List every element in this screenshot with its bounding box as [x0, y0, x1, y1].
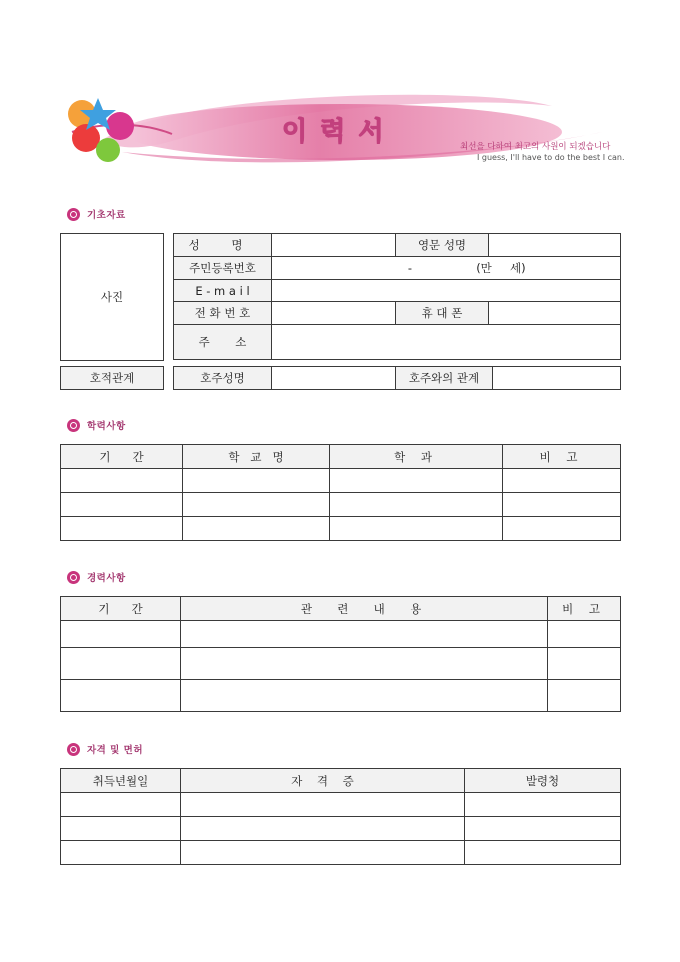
email-field[interactable]	[272, 280, 621, 302]
table-cell[interactable]	[548, 621, 621, 648]
eng-name-field[interactable]	[489, 234, 621, 257]
head-name-label: 호주성명	[174, 367, 272, 390]
resident-dash: -	[407, 261, 412, 275]
table-cell[interactable]	[330, 493, 503, 517]
edu-header-note: 비 고	[503, 445, 621, 469]
table-cell[interactable]	[61, 680, 181, 712]
table-cell[interactable]	[181, 817, 465, 841]
table-cell[interactable]	[503, 469, 621, 493]
table-cell[interactable]	[330, 469, 503, 493]
mobile-label: 휴 대 폰	[396, 302, 489, 325]
career-table	[60, 596, 621, 712]
table-cell[interactable]	[181, 680, 548, 712]
resident-no-field[interactable]	[272, 257, 621, 280]
section-bullet-icon	[67, 743, 80, 756]
head-relation-label: 호주와의 관계	[396, 367, 493, 390]
slogan-korean: 최선을 다하여 최고의 사원이 되겠습니다	[460, 142, 611, 152]
table-cell[interactable]	[61, 517, 183, 541]
table-cell[interactable]	[503, 517, 621, 541]
table-cell[interactable]	[61, 817, 181, 841]
section-career-heading	[67, 570, 126, 584]
table-cell[interactable]	[61, 793, 181, 817]
edu-header-major: 학 과	[330, 445, 503, 469]
phone-label: 전 화 번 호	[174, 302, 272, 325]
table-cell[interactable]	[61, 841, 181, 865]
edu-header-school: 학 교 명	[183, 445, 330, 469]
table-cell[interactable]	[181, 621, 548, 648]
basic-info-table	[173, 233, 621, 360]
career-header-period: 기 간	[61, 597, 181, 621]
table-cell[interactable]	[183, 517, 330, 541]
family-relation-text: 호적관계	[89, 371, 135, 385]
edu-header-period: 기 간	[61, 445, 183, 469]
address-field[interactable]	[272, 325, 621, 360]
name-field[interactable]	[272, 234, 396, 257]
table-cell[interactable]	[61, 493, 183, 517]
section-basic-heading	[67, 207, 126, 221]
table-cell[interactable]	[503, 493, 621, 517]
career-header-note: 비 고	[548, 597, 621, 621]
address-label: 주 소	[174, 325, 272, 360]
table-cell[interactable]	[61, 648, 181, 680]
table-cell[interactable]	[61, 469, 183, 493]
license-header-cert: 자 격 증	[181, 769, 465, 793]
photo-box	[60, 233, 164, 361]
license-header-issuer: 발령청	[465, 769, 621, 793]
section-license-heading	[67, 742, 143, 756]
head-relation-field[interactable]	[493, 367, 621, 390]
mobile-field[interactable]	[489, 302, 621, 325]
section-bullet-icon	[67, 419, 80, 432]
career-header-content: 관 련 내 용	[181, 597, 548, 621]
name-label: 성 명	[174, 234, 272, 257]
table-cell[interactable]	[181, 793, 465, 817]
section-label: 자격 및 면허	[87, 745, 143, 756]
table-cell[interactable]	[548, 680, 621, 712]
table-cell[interactable]	[181, 841, 465, 865]
family-relation-label	[60, 366, 164, 390]
section-education-heading	[67, 418, 126, 432]
license-table	[60, 768, 621, 865]
section-bullet-icon	[67, 571, 80, 584]
section-label: 학력사항	[87, 421, 126, 432]
age-text: (만 세)	[476, 261, 526, 275]
table-cell[interactable]	[61, 621, 181, 648]
table-cell[interactable]	[181, 648, 548, 680]
section-label: 기초자료	[87, 210, 126, 221]
table-cell[interactable]	[465, 793, 621, 817]
resume-title: 이 력 서	[282, 117, 386, 147]
table-cell[interactable]	[465, 841, 621, 865]
table-cell[interactable]	[183, 493, 330, 517]
table-cell[interactable]	[465, 817, 621, 841]
table-cell[interactable]	[330, 517, 503, 541]
section-bullet-icon	[67, 208, 80, 221]
slogan-english: I guess, I'll have to do the best I can.	[477, 153, 625, 162]
license-header-date: 취득년월일	[61, 769, 181, 793]
eng-name-label: 영문 성명	[396, 234, 489, 257]
resident-no-label: 주민등록번호	[174, 257, 272, 280]
balloons-icon	[68, 98, 134, 162]
email-label: E - m a i l	[174, 280, 272, 302]
education-table	[60, 444, 621, 541]
section-label: 경력사항	[87, 573, 126, 584]
photo-label: 사진	[100, 290, 124, 304]
table-cell[interactable]	[183, 469, 330, 493]
phone-field[interactable]	[272, 302, 396, 325]
table-cell[interactable]	[548, 648, 621, 680]
family-table	[173, 366, 621, 390]
head-name-field[interactable]	[272, 367, 396, 390]
